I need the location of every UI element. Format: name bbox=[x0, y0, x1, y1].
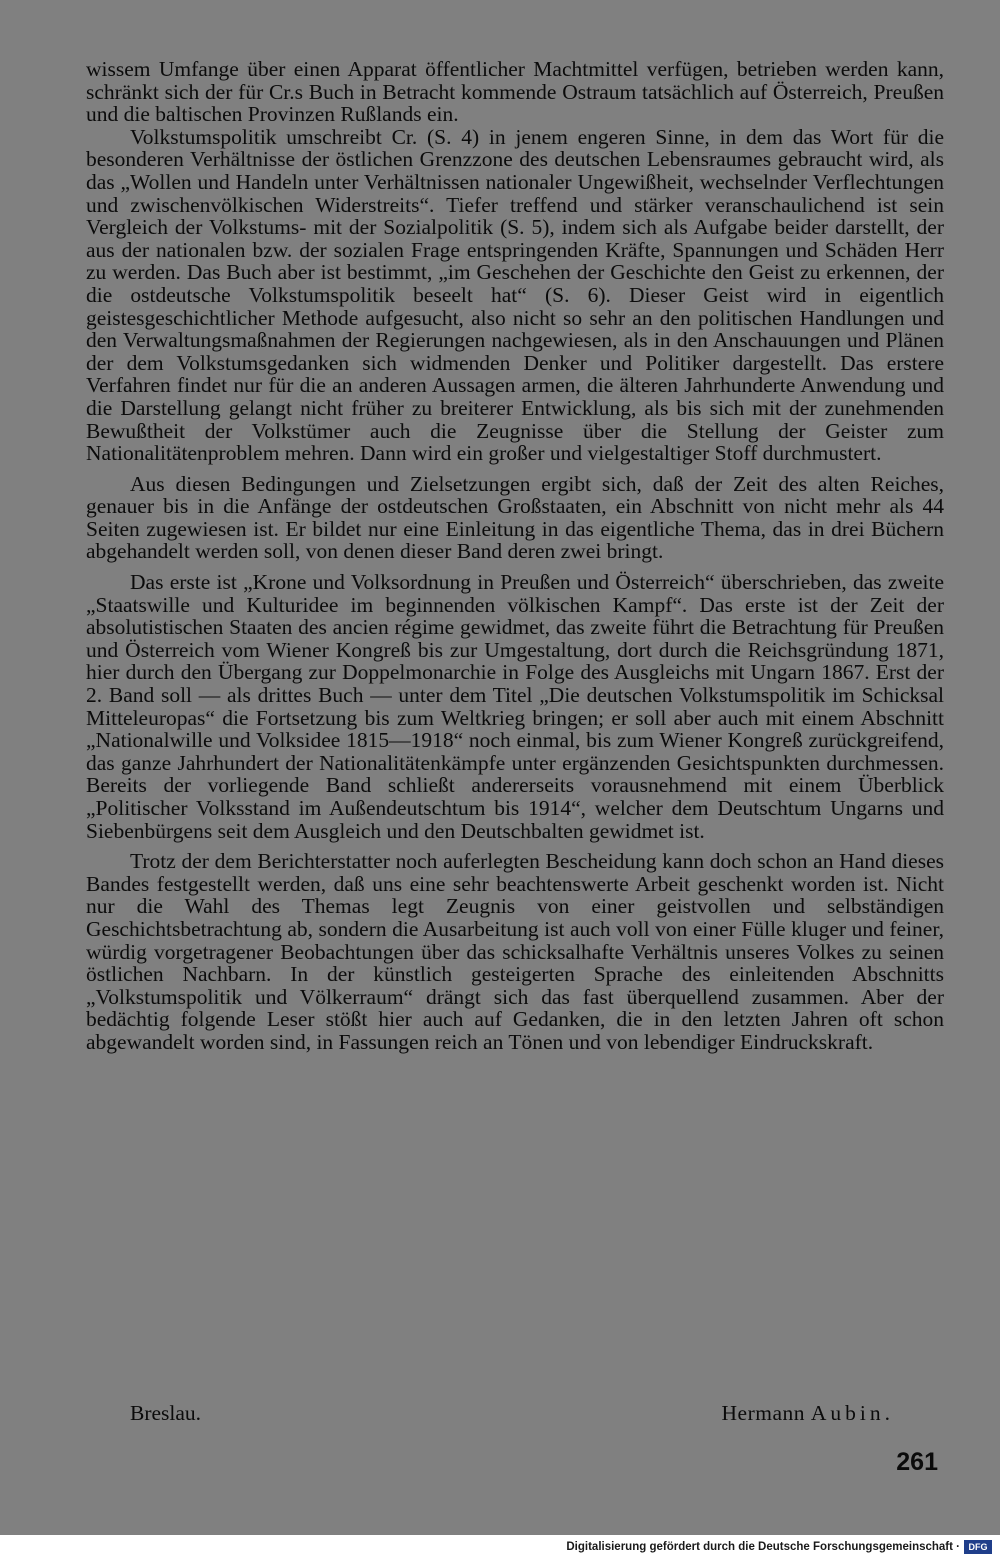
page-number: 261 bbox=[896, 1448, 938, 1476]
document-body bbox=[86, 58, 944, 1054]
paragraph-5: Trotz der dem Berichterstatter noch auferlegten Bescheidung kann doch schon an Hand dieses Bandes festgestellt werden, daß uns eine sehr beachtenswerte Arbeit geschenkt worden ist. Nicht nur die Wahl des Themas legt Zeugnis von einer geistvollen und selbständigen Geschichtsbetrachtung ab, sondern die Ausarbeitung ist auch voll von einer Fülle kluger und feiner, würdig vorgetragener Beobachtungen über das schicksalhafte Verhältnis unseres Volkes zu seinen östlichen Nachbarn. In der künstlich gesteigerten Sprache des einleitenden Abschnitts „Volkstumspolitik und Völkerraum“ drängt sich das fast überquellend zusammen. Aber der bedächtig folgende Leser stößt hier auch auf Gedanken, die in den letzten Jahren oft schon abgewandelt worden sind, in Fassungen reich an Tönen und von lebendiger Eindruckskraft. bbox=[86, 849, 944, 1054]
paragraph-1: wissem Umfange über einen Apparat öffentlicher Machtmittel verfügen, betrieben werden kann, schränkt sich der für Cr.s Buch in Betracht kommende Ostraum tatsächlich auf Österreich, Preußen und die baltischen Provinzen Rußlands ein. bbox=[86, 57, 944, 127]
footer-credit: Digitalisierung gefördert durch die Deutsche Forschungsgemeinschaft · bbox=[566, 1541, 960, 1553]
paragraph-2: Volkstumspolitik umschreibt Cr. (S. 4) in jenem engeren Sinne, in dem das Wort für die besonderen Verhältnisse der östlichen Grenzzone des deutschen Lebensraumes gebraucht wird, als das „Wollen und Handeln unter Verhältnissen nationaler Ungewißheit, wechselnder Verflechtungen und zwischenvölkischen Widerstreits“. Tiefer treffend und stärker veranschaulichend ist sein Vergleich der Volkstums- mit der Sozialpolitik (S. 5), indem sich als Aufgabe beider darstellt, der aus der nationalen bzw. der sozialen Frage entspringenden Kräfte, Spannungen und Schäden Herr zu werden. Das Buch aber ist bestimmt, „im Geschehen der Geschichte den Geist zu erkennen, der die ostdeutsche Volkstumspolitik beseelt hat“ (S. 6). Dieser Geist wird in eigentlich geistesgeschichtlicher Methode aufgesucht, also nicht so sehr an den politischen Handlungen und den Verwaltungsmaßnahmen der Regierungen nachgewiesen, als in den Anschauungen und Plänen der dem Volkstumsgedanken sich widmenden Denker und Politiker dargestellt. Das erstere Verfahren findet nur für die an anderen Aussagen armen, die älteren Jahrhunderte Anwendung und die Darstellung gelangt nicht früher zu breiterer Entwicklung, als bis sich mit der zunehmenden Bewußtheit der Volkstümer auch die Zeugnisse über die Stellung der Geister zum Nationalitätenproblem mehren. Dann wird ein großer und vielgestaltiger Stoff durchmustert. bbox=[86, 124, 944, 466]
footer-bar bbox=[0, 1535, 1000, 1557]
paragraph-3: Aus diesen Bedingungen und Zielsetzungen ergibt sich, daß der Zeit des alten Reiches, genauer bis in die Anfänge der ostdeutschen Großstaaten, ein Abschnitt von nicht mehr als 44 Seiten zugewiesen ist. Er bildet nur eine Einleitung in das eigentliche Thema, das in drei Büchern abgehandelt werden soll, von denen dieser Band deren zwei bringt. bbox=[86, 471, 944, 564]
signature-place: Breslau. bbox=[130, 1401, 202, 1425]
paragraph-4: Das erste ist „Krone und Volksordnung in Preußen und Österreich“ überschrieben, das zweite „Staatswille und Kulturidee im beginnenden völkischen Kampf“. Das erste ist der Zeit der absolutistischen Staaten des ancien régime gewidmet, das zweite führt die Betrachtung für Preußen und Österreich vom Wiener Kongreß bis zur Umgestaltung, dort durch die Reichsgründung 1871, hier durch den Übergang zur Doppelmonarchie in Folge des Ausgleichs mit Ungarn 1867. Erst der 2. Band soll — als drittes Buch — unter dem Titel „Die deutschen Volkstumspolitik im Schicksal Mitteleuropas“ die Fortsetzung bis zum Weltkrieg bringen; er soll aber auch mit einem Abschnitt „Nationalwille und Volksidee 1815—1918“ noch einmal, bis zum Wiener Kongreß zurückgreifend, das ganze Jahrhundert der Nationalitätenkämpfe unter ergänzenden Gesichtspunkten durchmessen. Bereits der vorliegende Band schließt andererseits vorausnehmend mit einem Überblick „Politischer Volksstand im Außendeutschtum bis 1914“, welcher dem Deutschtum Ungarns und Siebenbürgens seit dem Ausgleich und den Deutschbalten gewidmet ist. bbox=[86, 570, 944, 843]
author-last-name: Aubin. bbox=[810, 1401, 894, 1425]
dfg-logo: DFG bbox=[964, 1540, 992, 1554]
signature-author bbox=[722, 1401, 895, 1426]
author-first-name: Hermann bbox=[721, 1401, 805, 1425]
